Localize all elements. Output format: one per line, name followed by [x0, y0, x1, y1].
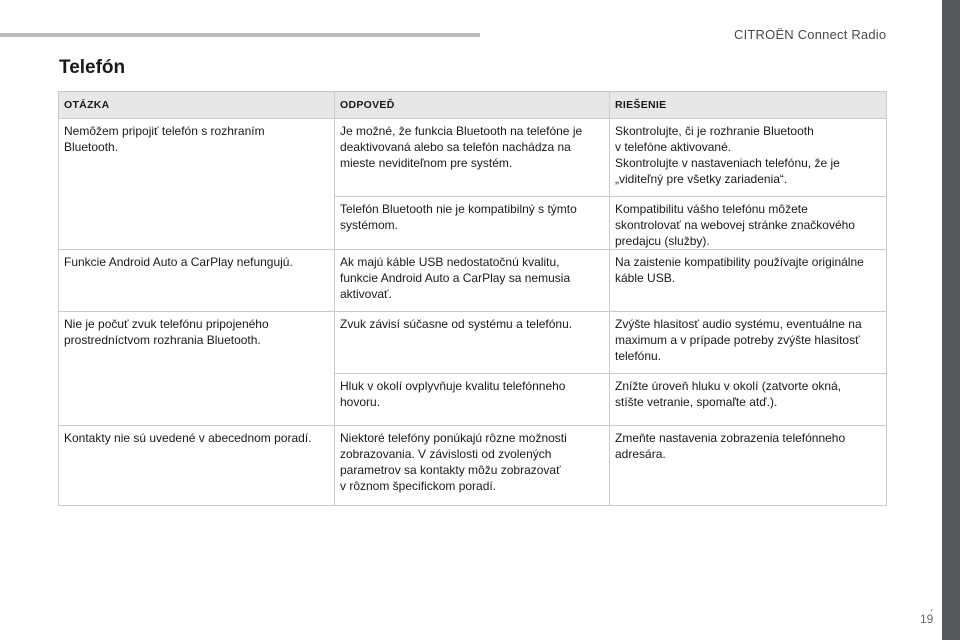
header-answer: ODPOVEĎ [335, 92, 610, 119]
table-row [59, 426, 887, 506]
table-row [59, 312, 887, 374]
answer-cell: Je možné, že funkcia Bluetooth na telefóne je deaktivovaná alebo sa telefón nachádza na mieste neviditeľnom pre systém. [335, 119, 610, 197]
solution-cell: Zvýšte hlasitosť audio systému, eventuálne na maximum a v prípade potreby zvýšte hlasitosť telefónu. [610, 312, 887, 374]
question-cell: Nemôžem pripojiť telefón s rozhraním Bluetooth. [59, 119, 335, 250]
table-row [59, 119, 887, 197]
page-title: Telefón [59, 57, 126, 78]
continuation-mark: . [930, 600, 934, 614]
question-cell: Kontakty nie sú uvedené v abecednom poradí. [59, 426, 335, 506]
header-question: OTÁZKA [59, 92, 335, 119]
answer-cell: Telefón Bluetooth nie je kompatibilný s týmto systémom. [335, 197, 610, 250]
header-brand: CITROËN Connect Radio [734, 27, 887, 42]
header-rule [0, 33, 480, 37]
answer-cell: Zvuk závisí súčasne od systému a telefónu. [335, 312, 610, 374]
solution-cell: Zmeňte nastavenia zobrazenia telefónneho adresára. [610, 426, 887, 506]
answer-cell: Ak majú káble USB nedostatočnú kvalitu, funkcie Android Auto a CarPlay sa nemusia aktivovať. [335, 250, 610, 312]
header-solution: RIEŠENIE [610, 92, 887, 119]
solution-cell: Na zaistenie kompatibility používajte originálne káble USB. [610, 250, 887, 312]
table-header-row [59, 92, 887, 119]
solution-cell: Znížte úroveň hluku v okolí (zatvorte okná, stíšte vetranie, spomaľte atď.). [610, 374, 887, 426]
side-bar [942, 0, 960, 640]
solution-cell: Skontrolujte, či je rozhranie Bluetooth v telefóne aktivované. Skontrolujte v nastaveniach telefónu, že je „viditeľný pre všetky zariadenia“. [610, 119, 887, 197]
faq-table [58, 91, 887, 506]
answer-cell: Niektoré telefóny ponúkajú rôzne možnosti zobrazovania. V závislosti od zvolených parametrov sa kontakty môžu zobrazovať v rôznom špecifickom poradí. [335, 426, 610, 506]
table-row [59, 250, 887, 312]
question-cell: Nie je počuť zvuk telefónu pripojeného prostredníctvom rozhrania Bluetooth. [59, 312, 335, 426]
page-number: 19 [920, 612, 934, 626]
solution-cell: Kompatibilitu vášho telefónu môžete skontrolovať na webovej stránke značkového predajcu (služby). [610, 197, 887, 250]
question-cell: Funkcie Android Auto a CarPlay nefungujú. [59, 250, 335, 312]
answer-cell: Hluk v okolí ovplyvňuje kvalitu telefónneho hovoru. [335, 374, 610, 426]
